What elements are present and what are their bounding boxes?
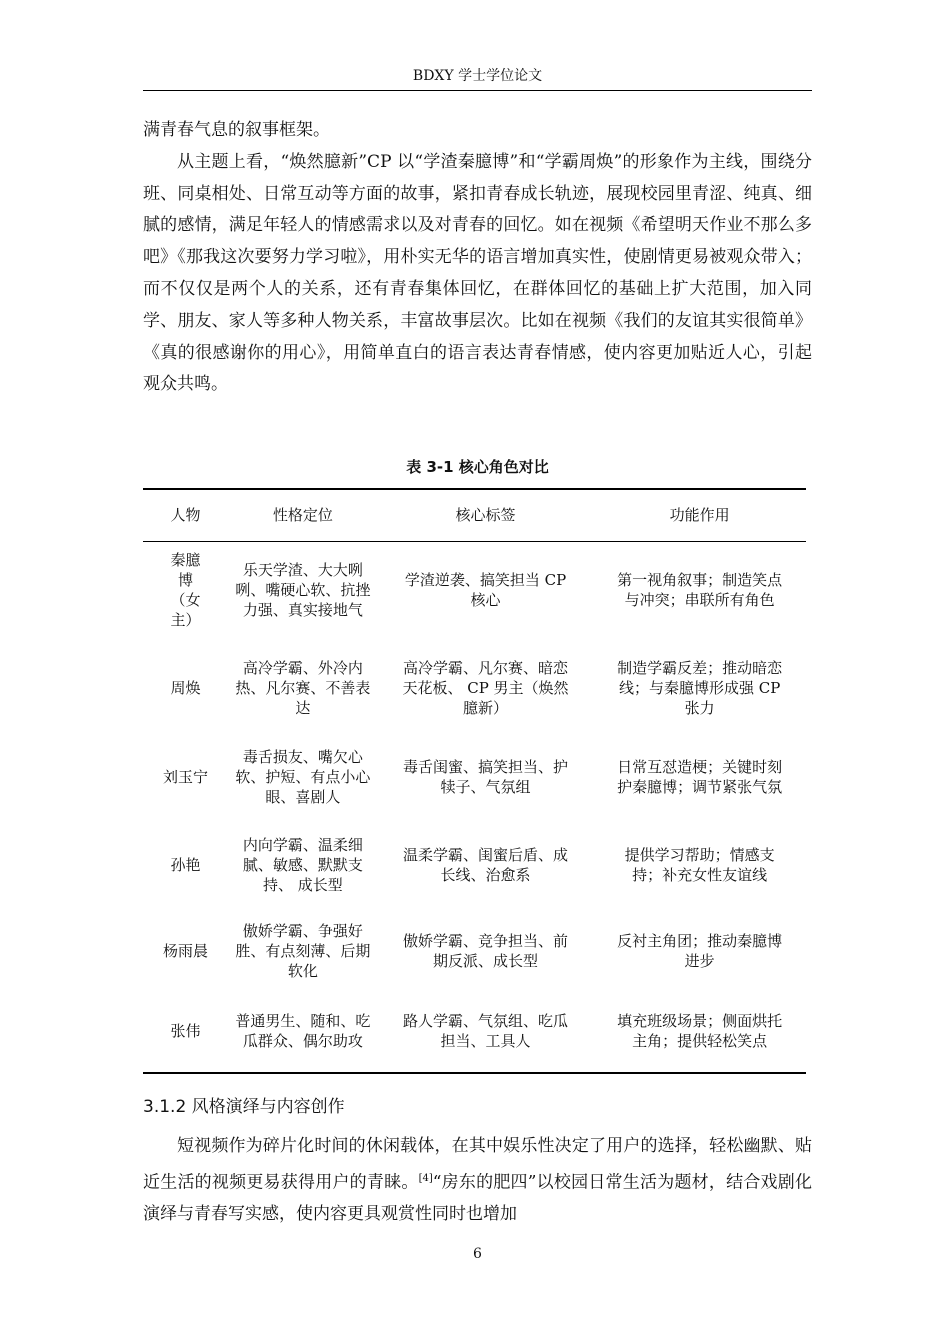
role-personality: 乐天学渣、大大咧咧、嘴硬心软、抗挫力强、真实接地气 — [235, 561, 371, 620]
role-function: 提供学习帮助；情感支持；补充女性友谊线 — [624, 846, 775, 884]
role-tags: 学渣逆袭、搞笑担当 CP 核心 — [404, 571, 567, 610]
table-row — [143, 817, 806, 913]
paragraph-style — [143, 1131, 812, 1231]
paragraph-theme: 从主题上看，“焕然臆新”CP 以“学渣秦臆博”和“学霸周焕”的形象作为主线，围绕分班、同桌相处、日常互动等方面的故事，紧扣青春成长轨迹，展现校园里青涩、纯真、细腻的感情，满足年轻人的情感需求以及对青春的回忆。如在视频《希望明天作业不那么多吧》《那我这次要努力学习啦》，用朴实无华的语言增加真实性，使剧情更易被观众带入；而不仅仅是两个人的关系，还有青春集体回忆，在群体回忆的基础上扩大范围，加入同学、朋友、家人等多种人物关系，丰富故事层次。比如在视频《我们的友谊其实很简单》《真的很感谢你的用心》，用简单直白的语言表达青春情感，使内容更加贴近人心，引起观众共鸣。 — [143, 151, 812, 395]
role-personality: 傲娇学霸、争强好胜、有点刻薄、后期软化 — [235, 922, 371, 980]
role-function: 填充班级场景；侧面烘托主角；提供轻松笑点 — [617, 1011, 783, 1050]
role-name: 杨雨晨 — [163, 942, 209, 960]
role-function: 反衬主角团；推动秦臆博进步 — [617, 932, 783, 970]
role-name: 孙艳 — [170, 856, 201, 874]
header-function: 功能作用 — [669, 506, 730, 525]
role-tags: 温柔学霸、闺蜜后盾、成长线、治愈系 — [403, 846, 569, 884]
paragraph-style-text: 短视频作为碎片化时间的休闲载体，在其中娱乐性决定了用户的选择，轻松幽默、贴近生活的视频更易获得用户的青睐。 — [143, 1136, 812, 1193]
core-role-table — [143, 488, 806, 1074]
role-name: 秦臆博（女主） — [170, 551, 201, 630]
table-row — [143, 639, 806, 737]
section-heading: 3.1.2 风格演绎与内容创作 — [143, 1097, 345, 1117]
table-row — [143, 737, 806, 817]
role-function: 制造学霸反差；推动暗恋线；与秦臆博形成强 CP 张力 — [617, 659, 783, 717]
role-name: 周焕 — [170, 679, 201, 697]
role-tags: 高冷学霸、凡尔赛、暗恋天花板、 CP 男主（焕然臆新） — [402, 659, 569, 717]
citation-ref[interactable]: [4] — [418, 1172, 433, 1184]
body-top — [143, 115, 812, 401]
role-name: 张伟 — [170, 1021, 201, 1040]
role-name: 刘玉宁 — [163, 768, 209, 786]
role-tags: 毒舌闺蜜、搞笑担当、护犊子、气氛组 — [403, 758, 569, 796]
table-header-row — [143, 489, 806, 541]
intro-line: 满青春气息的叙事框架。 — [143, 120, 330, 140]
body-bottom — [143, 1131, 812, 1231]
role-tags: 傲娇学霸、竞争担当、前期反派、成长型 — [403, 932, 569, 970]
table-row — [143, 913, 806, 989]
role-personality: 普通男生、随和、吃瓜群众、偶尔助攻 — [235, 1011, 371, 1050]
running-header: BDXY 学士学位论文 — [412, 68, 543, 84]
header-person: 人物 — [170, 506, 201, 525]
header-personality: 性格定位 — [272, 506, 333, 525]
role-function: 第一视角叙事；制造笑点与冲突；串联所有角色 — [617, 571, 783, 610]
page-number: 6 — [473, 1246, 482, 1262]
role-function: 日常互怼造梗；关键时刻护秦臆博；调节紧张气氛 — [617, 758, 783, 796]
role-personality: 毒舌损友、嘴欠心软、护短、有点小心眼、喜剧人 — [235, 748, 371, 806]
table-row — [143, 541, 806, 639]
header-tags: 核心标签 — [455, 506, 516, 525]
table-row — [143, 989, 806, 1073]
table-caption: 表 3-1 核心角色对比 — [406, 458, 549, 476]
role-tags: 路人学霸、气氛组、吃瓜担当、工具人 — [403, 1011, 569, 1050]
header-rule — [143, 90, 812, 91]
role-personality: 内向学霸、温柔细腻、敏感、默默支持、 成长型 — [242, 836, 363, 894]
role-personality: 高冷学霸、外冷内热、凡尔赛、不善表达 — [235, 659, 371, 717]
paragraph-style-text-cont: “房东的肥四”以校园日常生活为题材，结合戏剧化演绎与青春写实感，使内容更具观赏性同时也增加 — [143, 1172, 813, 1225]
